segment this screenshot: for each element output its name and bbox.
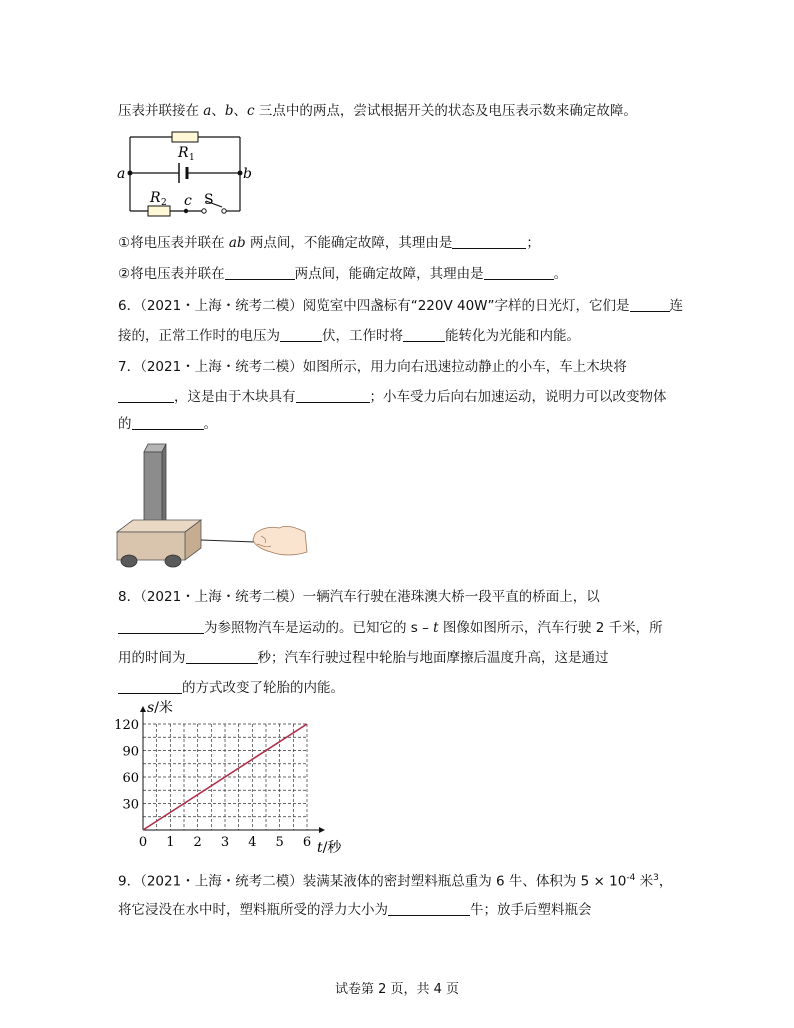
- q7-text: ，这是由于木块具有: [174, 389, 296, 405]
- switch-contact: [222, 209, 226, 213]
- x-axis-var: t: [317, 840, 323, 856]
- y-tick-label: 60: [122, 771, 139, 786]
- pull-rope: [201, 540, 255, 542]
- q8-text: 用的时间为: [118, 650, 186, 666]
- q8-line3: [118, 648, 609, 668]
- cart-illustration: [115, 440, 310, 570]
- q6-line2: [118, 326, 580, 346]
- wooden-block: [144, 452, 162, 530]
- point-c: c: [247, 103, 255, 119]
- label-a: a: [117, 166, 126, 182]
- x-tick-label: 6: [302, 835, 312, 850]
- q7-text: ；小车受力后向右加速运动，说明力可以改变物体: [369, 389, 667, 405]
- q8-text: 为参照物汽车是运动的。已知它的 s –: [204, 620, 434, 636]
- node-c-dot: [184, 209, 188, 213]
- switch-contact: [202, 209, 206, 213]
- q9-line1: [118, 868, 672, 892]
- label-r2: R: [150, 190, 161, 206]
- q7-line2: [118, 387, 667, 407]
- q9-text: 牛；放手后塑料瓶会: [470, 902, 592, 918]
- answer-blank[interactable]: [452, 234, 526, 249]
- y-axis-label: [147, 699, 173, 716]
- answer-blank[interactable]: [484, 265, 554, 280]
- answer-blank[interactable]: [118, 679, 182, 694]
- answer-blank[interactable]: [186, 649, 258, 664]
- node-a-dot: [128, 171, 133, 176]
- separator: 、: [211, 103, 225, 119]
- x-axis-label: [317, 839, 342, 856]
- intro-text: 压表并联接在: [118, 103, 204, 119]
- q9-text: 将它浸没在水中时，塑料瓶所受的浮力大小为: [118, 902, 388, 918]
- q9-exponent: 3: [653, 873, 659, 883]
- q6-text: 连: [669, 298, 684, 314]
- answer-blank[interactable]: [630, 297, 670, 312]
- punct: 。: [553, 266, 568, 282]
- answer-blank[interactable]: [296, 388, 370, 403]
- q8-line2: [118, 618, 663, 638]
- q5-part2-text: ②将电压表并联在: [118, 266, 225, 282]
- answer-blank[interactable]: [225, 265, 295, 280]
- q7-text: 7．（2021・上海・统考二模）如图所示，用力向右迅速拉动静止的小车，车上木块将: [118, 359, 627, 375]
- y-tick-label: 120: [114, 718, 139, 733]
- answer-blank[interactable]: [118, 388, 174, 403]
- punct: ，: [658, 873, 673, 890]
- answer-blank[interactable]: [403, 327, 445, 342]
- q5-part2: [118, 264, 567, 284]
- q9-line2: [118, 900, 592, 920]
- point-b: b: [224, 103, 234, 119]
- q7-text: 的: [118, 416, 132, 432]
- y-axis-var: s: [147, 700, 155, 716]
- x-axis-unit: /秒: [322, 840, 342, 856]
- chart-labels: [114, 699, 342, 856]
- label-switch: S: [204, 192, 214, 208]
- x-tick-label: 2: [193, 835, 202, 850]
- q6-text: 接的，正常工作时的电压为: [118, 328, 280, 344]
- q8-line1: [118, 587, 600, 607]
- y-tick-label: 30: [122, 797, 139, 813]
- wheel: [165, 555, 181, 567]
- q8-text: 秒；汽车行驶过程中轮胎与地面摩擦后温度升高，这是通过: [257, 650, 609, 666]
- y-axis-arrow: [140, 706, 146, 712]
- x-tick-label: 1: [166, 835, 175, 850]
- q8-text: 8．（2021・上海・统考二模）一辆汽车行驶在港珠澳大桥一段平直的桥面上，以: [118, 589, 600, 605]
- x-tick-label: 3: [220, 835, 230, 850]
- block-side: [162, 444, 166, 530]
- answer-blank[interactable]: [388, 901, 470, 916]
- q5-part2-text: 两点间，能确定故障，其理由是: [294, 266, 484, 282]
- q5-part1-text: ①将电压表并联在: [118, 235, 229, 251]
- intro-line: [118, 101, 637, 121]
- q9-exponent: -4: [626, 873, 636, 883]
- q7-line1: [118, 357, 627, 377]
- wheel: [121, 555, 137, 567]
- node-b-dot: [238, 171, 243, 176]
- label-r1: R: [178, 145, 189, 161]
- point-a: a: [203, 103, 212, 119]
- q8-text: 的方式改变了轮胎的内能。: [182, 680, 344, 696]
- q8-var-t: t: [433, 620, 439, 636]
- q6-text: 6．（2021・上海・统考二模）阅览室中四盏标有“220V 40W”字样的日光灯，它们是: [118, 298, 630, 314]
- q8-text: 图像如图所示，汽车行驶 2 千米，所: [438, 620, 663, 636]
- q8-line4: [118, 678, 344, 698]
- label-r2-sub: 2: [161, 198, 167, 208]
- q9-text: 米: [635, 873, 654, 890]
- answer-blank[interactable]: [132, 415, 204, 430]
- answer-blank[interactable]: [280, 327, 322, 342]
- answer-blank[interactable]: [118, 619, 204, 634]
- circuit-diagram: [110, 128, 260, 218]
- x-tick-label: 0: [138, 835, 148, 850]
- label-b: b: [243, 166, 252, 182]
- separator: 、: [233, 103, 248, 119]
- x-tick-label: 4: [248, 835, 257, 850]
- y-axis-unit: /米: [154, 700, 173, 716]
- intro-text: 三点中的两点，尝试根据开关的状态及电压表示数来确定故障。: [254, 103, 637, 119]
- x-tick-label: 5: [275, 835, 284, 850]
- q7-line3: [118, 414, 217, 434]
- label-r1-sub: 1: [189, 153, 195, 163]
- s-t-chart: [110, 700, 350, 865]
- hand-icon: [253, 526, 307, 555]
- top-resistor: [172, 132, 198, 142]
- q5-part1-text: 两点间，不能确定故障，其理由是: [245, 235, 453, 251]
- q6-text: 伏，工作时将: [322, 328, 403, 344]
- q9-text: 9．（2021・上海・统考二模）装满某液体的密封塑料瓶总重为 6 牛、体积为 5 × 10: [118, 873, 627, 890]
- y-tick-label: 90: [122, 744, 139, 760]
- q6-text: 能转化为光能和内能。: [445, 328, 580, 344]
- q5-part1: [118, 233, 540, 253]
- page-footer: 试卷第 2 页，共 4 页: [334, 982, 460, 997]
- points-ab: ab: [228, 235, 246, 251]
- q6-line1: [118, 296, 683, 316]
- x-axis-arrow: [319, 827, 325, 833]
- punct: 。: [203, 416, 217, 432]
- punct: ；: [526, 235, 540, 251]
- label-c: c: [184, 193, 192, 209]
